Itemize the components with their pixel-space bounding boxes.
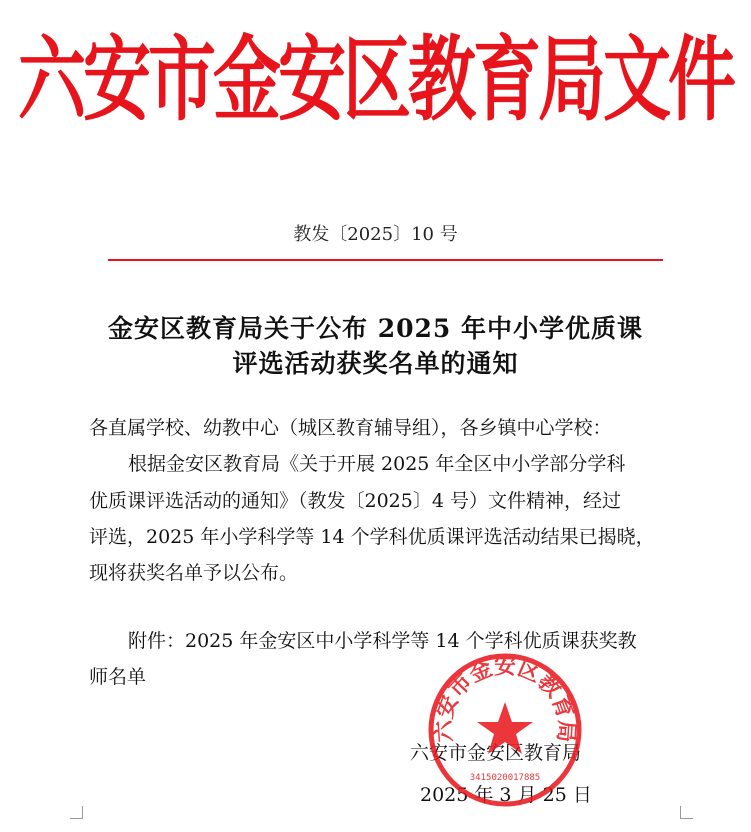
official-seal <box>425 650 585 810</box>
paragraph-line-1: 根据金安区教育局《关于开展 2025 年全区中小学部分学科 <box>128 453 626 475</box>
salutation: 各直属学校、幼教中心（城区教育辅导组），各乡镇中心学校： <box>89 417 612 439</box>
document-number: 教发〔2025〕10 号 <box>293 224 458 245</box>
notice-title-line1: 金安区教育局关于公布 2025 年中小学优质课 <box>108 314 643 343</box>
issuer-name: 六安市金安区教育局 <box>410 742 582 764</box>
seal-star-icon <box>477 702 533 754</box>
notice-title-line2: 评选活动获奖名单的通知 <box>232 349 519 378</box>
page-corner-mark-right <box>680 806 693 819</box>
page-corner-mark-left <box>70 806 83 819</box>
issue-date: 2025 年 3 月 25 日 <box>420 784 592 806</box>
seal-text: 六安市金安区教育局 <box>431 654 579 744</box>
paragraph-line-3: 评选，2025 年小学科学等 14 个学科优质课评选活动结果已揭晓， <box>89 526 655 548</box>
paragraph-line-4: 现将获奖名单予以公布。 <box>89 562 299 584</box>
attachment-line-2: 师名单 <box>89 666 147 688</box>
attachment-line-1: 附件：2025 年金安区中小学科学等 14 个学科优质课获奖教 <box>128 630 637 652</box>
document-header-title: 六安市金安区教育局文件 <box>17 27 733 135</box>
paragraph-line-2: 优质课评选活动的通知》（教发〔2025〕4 号）文件精神，经过 <box>89 490 621 512</box>
red-divider <box>108 259 663 261</box>
seal-serial: 3415020017885 <box>469 773 541 783</box>
